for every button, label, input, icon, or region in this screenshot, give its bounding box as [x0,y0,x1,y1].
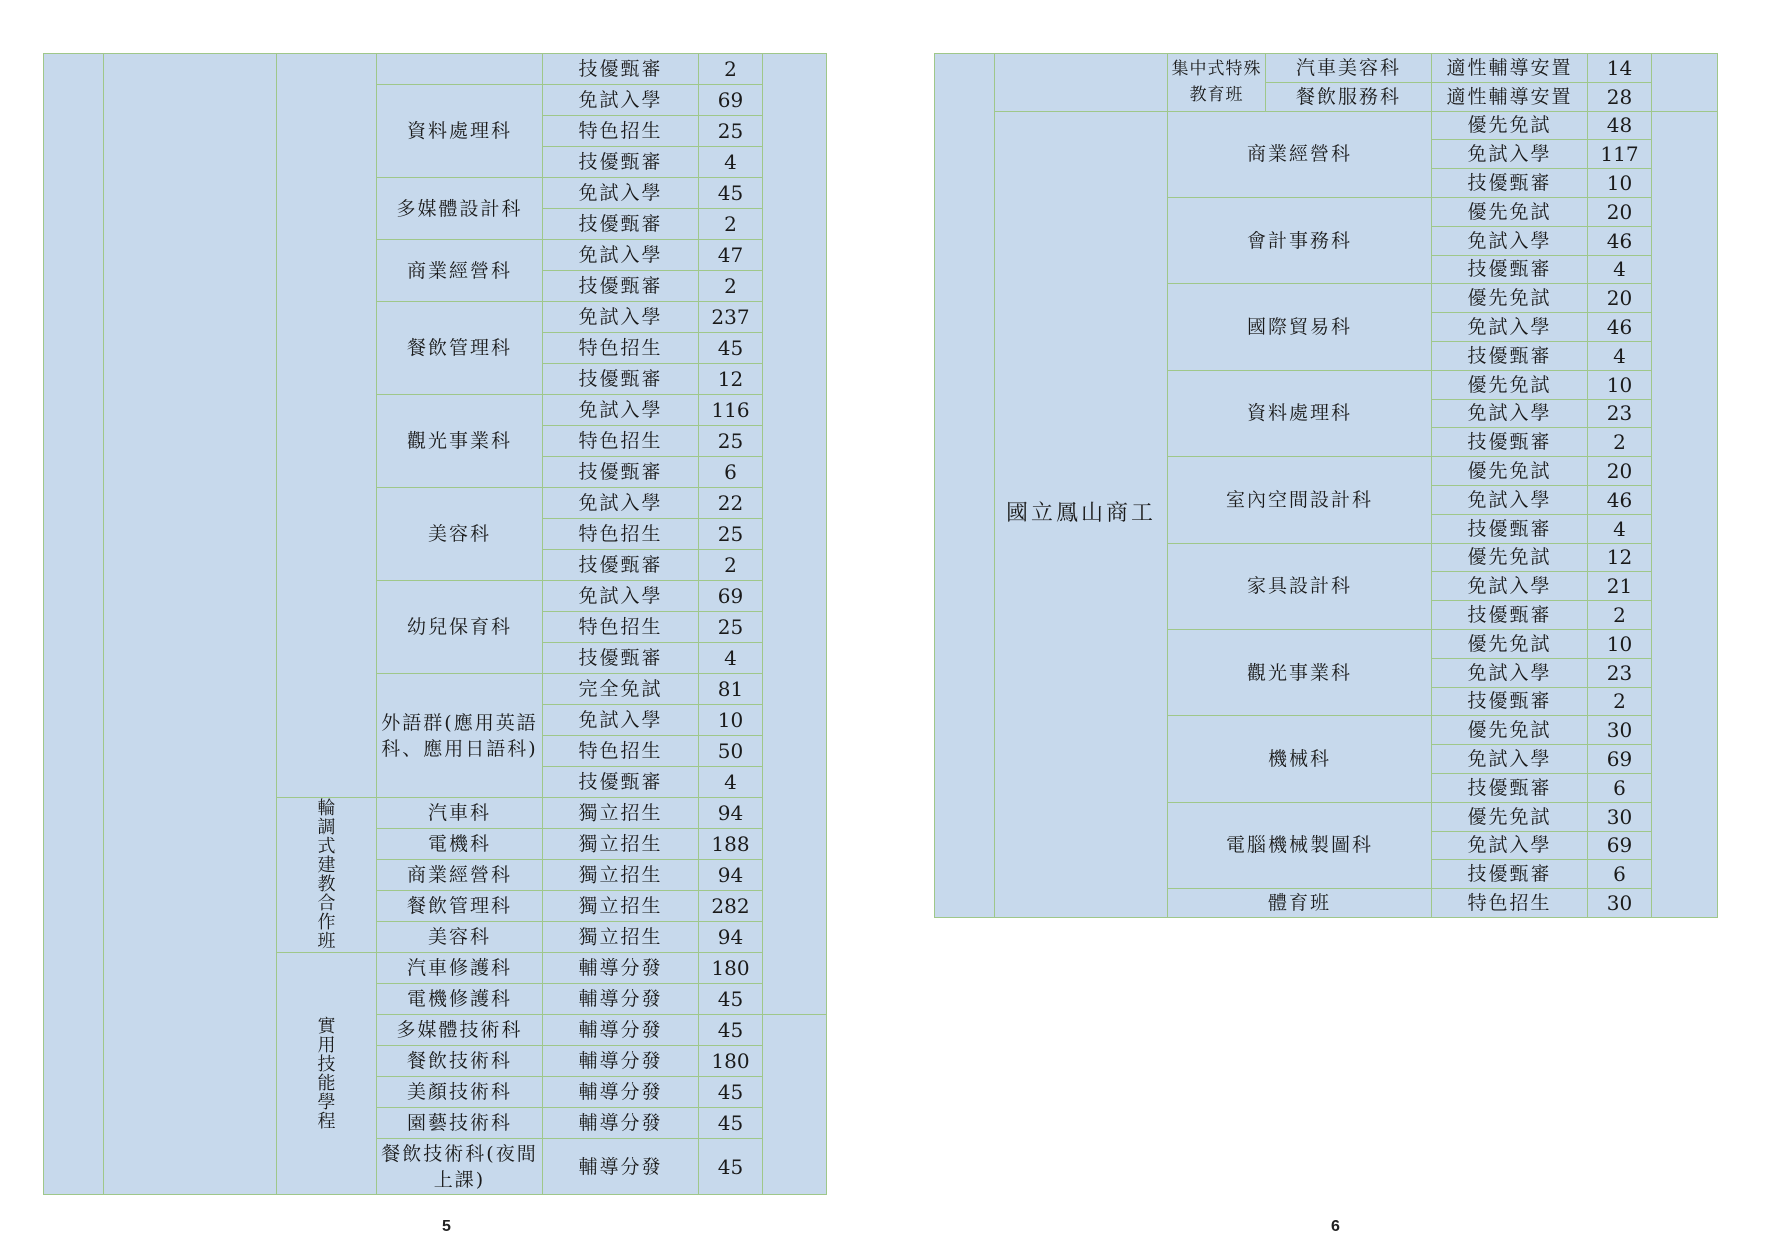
admission-method: 技優甄審 [1432,428,1588,457]
department-name: 餐飲管理科 [377,891,543,922]
quota-number: 94 [699,922,763,953]
admission-method: 特色招生 [543,333,699,364]
admission-method: 特色招生 [543,426,699,457]
department-name: 機械科 [1168,716,1432,802]
region-cell [44,54,104,1195]
quota-number: 4 [699,643,763,674]
quota-number: 45 [699,1108,763,1139]
department-name: 美容科 [377,488,543,581]
admission-method: 獨立招生 [543,922,699,953]
quota-number: 94 [699,798,763,829]
department-name [377,54,543,85]
department-name: 室內空間設計科 [1168,457,1432,543]
quota-number: 69 [1588,745,1652,774]
admission-method: 免試入學 [1432,658,1588,687]
program-type-label [277,953,377,1195]
admission-method: 特色招生 [543,116,699,147]
department-name: 電機科 [377,829,543,860]
admission-method: 輔導分發 [543,1077,699,1108]
quota-number: 45 [699,1077,763,1108]
department-name: 美容科 [377,922,543,953]
admission-method: 免試入學 [543,705,699,736]
admission-method: 輔導分發 [543,953,699,984]
page-number-right: 6 [1331,1218,1340,1235]
note-cell [1652,111,1718,917]
admission-method: 免試入學 [543,395,699,426]
quota-number: 237 [699,302,763,333]
department-name: 觀光事業科 [1168,629,1432,715]
quota-number: 2 [699,54,763,85]
department-name: 電腦機械製圖科 [1168,802,1432,888]
program-type-cell [277,54,377,798]
admission-method: 免試入學 [543,85,699,116]
admission-method: 技優甄審 [1432,341,1588,370]
department-name: 體育班 [1168,889,1432,918]
quota-number: 10 [699,705,763,736]
quota-number: 4 [699,147,763,178]
admission-method: 適性輔導安置 [1432,82,1588,111]
admission-method: 免試入學 [1432,485,1588,514]
quota-number: 10 [1588,370,1652,399]
quota-number: 94 [699,860,763,891]
left-page-table [43,53,827,1195]
department-name: 資料處理科 [1168,370,1432,456]
admission-method: 免試入學 [543,178,699,209]
department-name: 外語群(應用英語科、應用日語科) [377,674,543,798]
quota-number: 2 [699,271,763,302]
department-name: 汽車美容科 [1266,54,1432,83]
quota-number: 30 [1588,716,1652,745]
table-row [935,54,1718,83]
quota-number: 282 [699,891,763,922]
admission-method: 輔導分發 [543,1108,699,1139]
admission-method: 優先免試 [1432,543,1588,572]
quota-number: 25 [699,519,763,550]
note-cell [763,1015,827,1195]
admission-method: 免試入學 [543,581,699,612]
admission-method: 優先免試 [1432,457,1588,486]
admission-method: 獨立招生 [543,891,699,922]
quota-number: 2 [1588,687,1652,716]
admission-method: 輔導分發 [543,1139,699,1195]
admission-method: 輔導分發 [543,1015,699,1046]
department-name: 美顏技術科 [377,1077,543,1108]
quota-number: 50 [699,736,763,767]
quota-number: 2 [1588,428,1652,457]
department-name: 商業經營科 [377,860,543,891]
department-name: 家具設計科 [1168,543,1432,629]
admission-method: 獨立招生 [543,798,699,829]
admission-method: 優先免試 [1432,629,1588,658]
program-type-label: 集中式特殊教育班 [1168,54,1266,112]
admission-method: 免試入學 [1432,140,1588,169]
school-name: 國立鳳山商工 [995,111,1168,917]
table-row [44,54,827,85]
admission-method: 技優甄審 [1432,514,1588,543]
department-name: 汽車科 [377,798,543,829]
quota-number: 20 [1588,457,1652,486]
admission-method: 優先免試 [1432,716,1588,745]
admission-method: 免試入學 [543,302,699,333]
admission-method: 技優甄審 [1432,687,1588,716]
admission-method: 特色招生 [543,519,699,550]
region-cell [935,54,995,918]
department-name: 幼兒保育科 [377,581,543,674]
quota-number: 69 [699,85,763,116]
admission-method: 免試入學 [543,488,699,519]
page-number-left: 5 [442,1218,451,1235]
quota-number: 2 [1588,601,1652,630]
department-name: 餐飲服務科 [1266,82,1432,111]
admission-method: 輔導分發 [543,1046,699,1077]
admission-method: 技優甄審 [543,147,699,178]
admission-method: 特色招生 [543,736,699,767]
admission-method: 免試入學 [1432,572,1588,601]
quota-number: 46 [1588,485,1652,514]
department-name: 餐飲技術科(夜間上課) [377,1139,543,1195]
quota-number: 25 [699,116,763,147]
admission-method: 技優甄審 [543,364,699,395]
quota-number: 188 [699,829,763,860]
quota-number: 180 [699,1046,763,1077]
department-name: 汽車修護科 [377,953,543,984]
quota-number: 21 [1588,572,1652,601]
admission-method: 技優甄審 [543,643,699,674]
admission-method: 優先免試 [1432,284,1588,313]
quota-number: 4 [1588,341,1652,370]
department-name: 電機修護科 [377,984,543,1015]
department-name: 會計事務科 [1168,197,1432,283]
admission-method: 優先免試 [1432,802,1588,831]
admission-method: 免試入學 [543,240,699,271]
quota-number: 4 [1588,514,1652,543]
quota-number: 46 [1588,226,1652,255]
quota-number: 30 [1588,802,1652,831]
quota-number: 6 [1588,860,1652,889]
quota-number: 45 [699,1139,763,1195]
department-name: 多媒體技術科 [377,1015,543,1046]
quota-number: 20 [1588,197,1652,226]
quota-number: 4 [1588,255,1652,284]
admission-method: 優先免試 [1432,111,1588,140]
admission-method: 獨立招生 [543,860,699,891]
admission-method: 技優甄審 [1432,860,1588,889]
admission-method: 優先免試 [1432,370,1588,399]
quota-number: 23 [1588,399,1652,428]
admission-method: 完全免試 [543,674,699,705]
program-type-label [277,798,377,953]
quota-number: 116 [699,395,763,426]
admission-method: 適性輔導安置 [1432,54,1588,83]
admission-method: 優先免試 [1432,197,1588,226]
admission-method: 技優甄審 [543,550,699,581]
quota-number: 25 [699,426,763,457]
admission-method: 免試入學 [1432,313,1588,342]
admission-method: 技優甄審 [543,271,699,302]
admission-method: 特色招生 [543,612,699,643]
quota-number: 10 [1588,629,1652,658]
admission-method: 獨立招生 [543,829,699,860]
quota-number: 48 [1588,111,1652,140]
department-name: 餐飲技術科 [377,1046,543,1077]
school-cell [104,54,277,1195]
admission-method: 技優甄審 [543,54,699,85]
department-name: 多媒體設計科 [377,178,543,240]
quota-number: 25 [699,612,763,643]
quota-number: 45 [699,333,763,364]
admission-method: 免試入學 [1432,745,1588,774]
admission-method: 技優甄審 [1432,169,1588,198]
quota-number: 10 [1588,169,1652,198]
department-name: 園藝技術科 [377,1108,543,1139]
admission-method: 技優甄審 [1432,601,1588,630]
school-cell-top [995,54,1168,112]
quota-number: 45 [699,178,763,209]
quota-number: 47 [699,240,763,271]
quota-number: 180 [699,953,763,984]
quota-number: 81 [699,674,763,705]
admission-method: 免試入學 [1432,399,1588,428]
department-name: 觀光事業科 [377,395,543,488]
admission-method: 技優甄審 [543,457,699,488]
department-name: 商業經營科 [377,240,543,302]
admission-method: 免試入學 [1432,226,1588,255]
note-cell [763,54,827,1015]
note-cell [1652,54,1718,112]
quota-number: 12 [699,364,763,395]
quota-number: 4 [699,767,763,798]
quota-number: 6 [699,457,763,488]
admission-method: 技優甄審 [1432,255,1588,284]
quota-number: 6 [1588,773,1652,802]
department-name: 餐飲管理科 [377,302,543,395]
quota-number: 30 [1588,889,1652,918]
table-row [935,111,1718,140]
quota-number: 14 [1588,54,1652,83]
department-name: 資料處理科 [377,85,543,178]
admission-method: 技優甄審 [1432,773,1588,802]
admission-method: 免試入學 [1432,831,1588,860]
quota-number: 2 [699,550,763,581]
quota-number: 12 [1588,543,1652,572]
program-type-text: 實用技能學程 [317,1015,336,1132]
admission-method: 特色招生 [1432,889,1588,918]
quota-number: 45 [699,984,763,1015]
quota-number: 28 [1588,82,1652,111]
department-name: 商業經營科 [1168,111,1432,197]
quota-number: 2 [699,209,763,240]
quota-number: 23 [1588,658,1652,687]
quota-number: 46 [1588,313,1652,342]
admission-method: 技優甄審 [543,209,699,240]
right-page-table [934,53,1718,918]
quota-number: 117 [1588,140,1652,169]
quota-number: 45 [699,1015,763,1046]
quota-number: 69 [1588,831,1652,860]
program-type-text: 輪調式建教合作班 [317,798,336,952]
quota-number: 22 [699,488,763,519]
admission-method: 技優甄審 [543,767,699,798]
quota-number: 69 [699,581,763,612]
department-name: 國際貿易科 [1168,284,1432,370]
quota-number: 20 [1588,284,1652,313]
admission-method: 輔導分發 [543,984,699,1015]
